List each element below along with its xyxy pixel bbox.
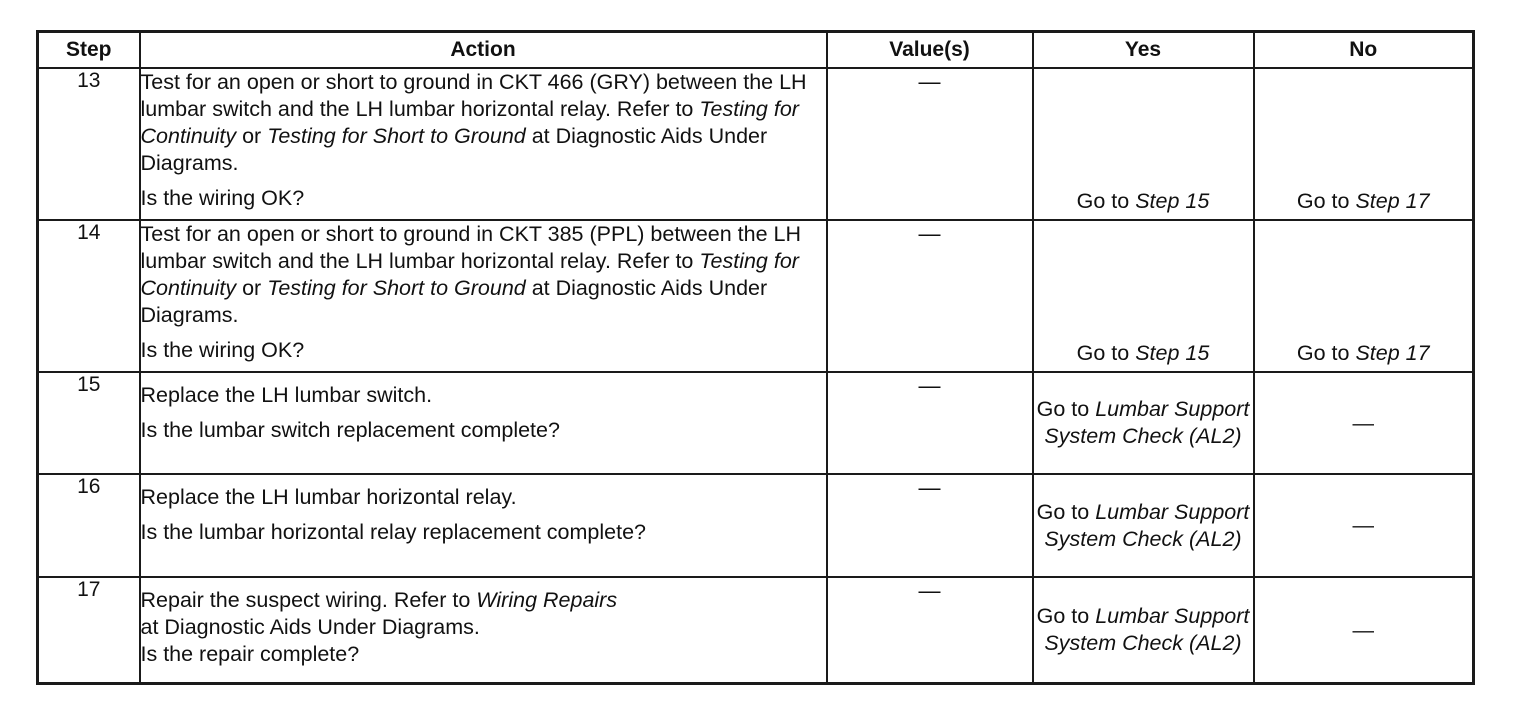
action-text: or [236, 124, 268, 148]
no-text: Go to [1296, 189, 1356, 213]
action-text: at Diagnostic Aids Under Diagrams. [140, 615, 480, 639]
yes-ref: Lumbar Support System Check (AL2) [1044, 499, 1250, 551]
diagnostic-table [36, 30, 1475, 685]
action-ref: Testing for Continuity [140, 97, 799, 148]
action-text: Replace the LH lumbar horizontal relay. [140, 485, 517, 509]
no-ref: Step 17 [1355, 341, 1430, 365]
yes-text: Go to [1076, 189, 1136, 213]
yes-cell [1033, 372, 1254, 474]
action-text: or [236, 276, 268, 300]
header-values: Value(s) [827, 32, 1033, 69]
yes-ref: Lumbar Support System Check (AL2) [1044, 604, 1250, 655]
yes-ref: Step 15 [1135, 341, 1210, 365]
action-text: Repair the suspect wiring. Refer to [140, 588, 477, 612]
yes-cell [1033, 577, 1254, 684]
yes-cell [1033, 474, 1254, 577]
action-ref: Testing for Continuity [140, 249, 799, 300]
no-cell [1254, 220, 1474, 372]
action-question: Is the repair complete? [140, 642, 360, 666]
table-row [38, 220, 1474, 372]
value-cell: — [827, 372, 1033, 474]
step-number: 16 [38, 474, 140, 577]
no-cell: — [1254, 474, 1474, 577]
header-step: Step [38, 32, 140, 69]
table-row [38, 68, 1474, 220]
yes-ref: Step 15 [1135, 189, 1210, 213]
action-ref: Testing for Short to Ground [267, 276, 526, 300]
action-cell [140, 577, 827, 684]
action-cell [140, 68, 827, 220]
no-cell [1254, 68, 1474, 220]
action-cell [140, 474, 827, 577]
action-question: Is the wiring OK? [140, 186, 305, 210]
yes-text: Go to [1036, 397, 1096, 421]
action-ref: Wiring Repairs [476, 588, 618, 612]
yes-cell [1033, 220, 1254, 372]
value-cell: — [827, 474, 1033, 577]
action-text: Test for an open or short to ground in CKT 466 (GRY) between the LH lumbar switch and the LH lumbar horizontal relay. Refer to [140, 70, 807, 121]
no-cell: — [1254, 577, 1474, 684]
action-cell [140, 220, 827, 372]
yes-text: Go to [1036, 499, 1096, 524]
step-number: 14 [38, 220, 140, 372]
yes-ref: Lumbar Support System Check (AL2) [1044, 397, 1250, 448]
table-row [38, 372, 1474, 474]
action-text: Test for an open or short to ground in CKT 385 (PPL) between the LH lumbar switch and the LH lumbar horizontal relay. Refer to [140, 222, 802, 273]
value-cell: — [827, 577, 1033, 684]
action-cell [140, 372, 827, 474]
header-row [38, 32, 1474, 69]
action-text: Replace the LH lumbar switch. [140, 383, 433, 407]
step-number: 17 [38, 577, 140, 684]
step-number: 13 [38, 68, 140, 220]
action-ref: Testing for Short to Ground [267, 124, 526, 148]
action-question: Is the lumbar switch replacement complete? [140, 418, 560, 442]
no-cell: — [1254, 372, 1474, 474]
no-ref: Step 17 [1355, 189, 1430, 213]
action-text: at Diagnostic Aids Under Diagrams. [140, 276, 768, 327]
header-action: Action [140, 32, 827, 69]
header-yes: Yes [1033, 32, 1254, 69]
step-number: 15 [38, 372, 140, 474]
yes-cell [1033, 68, 1254, 220]
action-text: at Diagnostic Aids Under Diagrams. [140, 124, 768, 175]
yes-text: Go to [1076, 341, 1136, 365]
yes-text: Go to [1036, 604, 1096, 628]
value-cell: — [827, 68, 1033, 220]
action-question: Is the lumbar horizontal relay replacement complete? [140, 520, 647, 544]
table-row [38, 474, 1474, 577]
table-row [38, 577, 1474, 684]
action-question: Is the wiring OK? [140, 338, 305, 362]
no-text: Go to [1296, 341, 1356, 365]
value-cell: — [827, 220, 1033, 372]
header-no: No [1254, 32, 1474, 69]
